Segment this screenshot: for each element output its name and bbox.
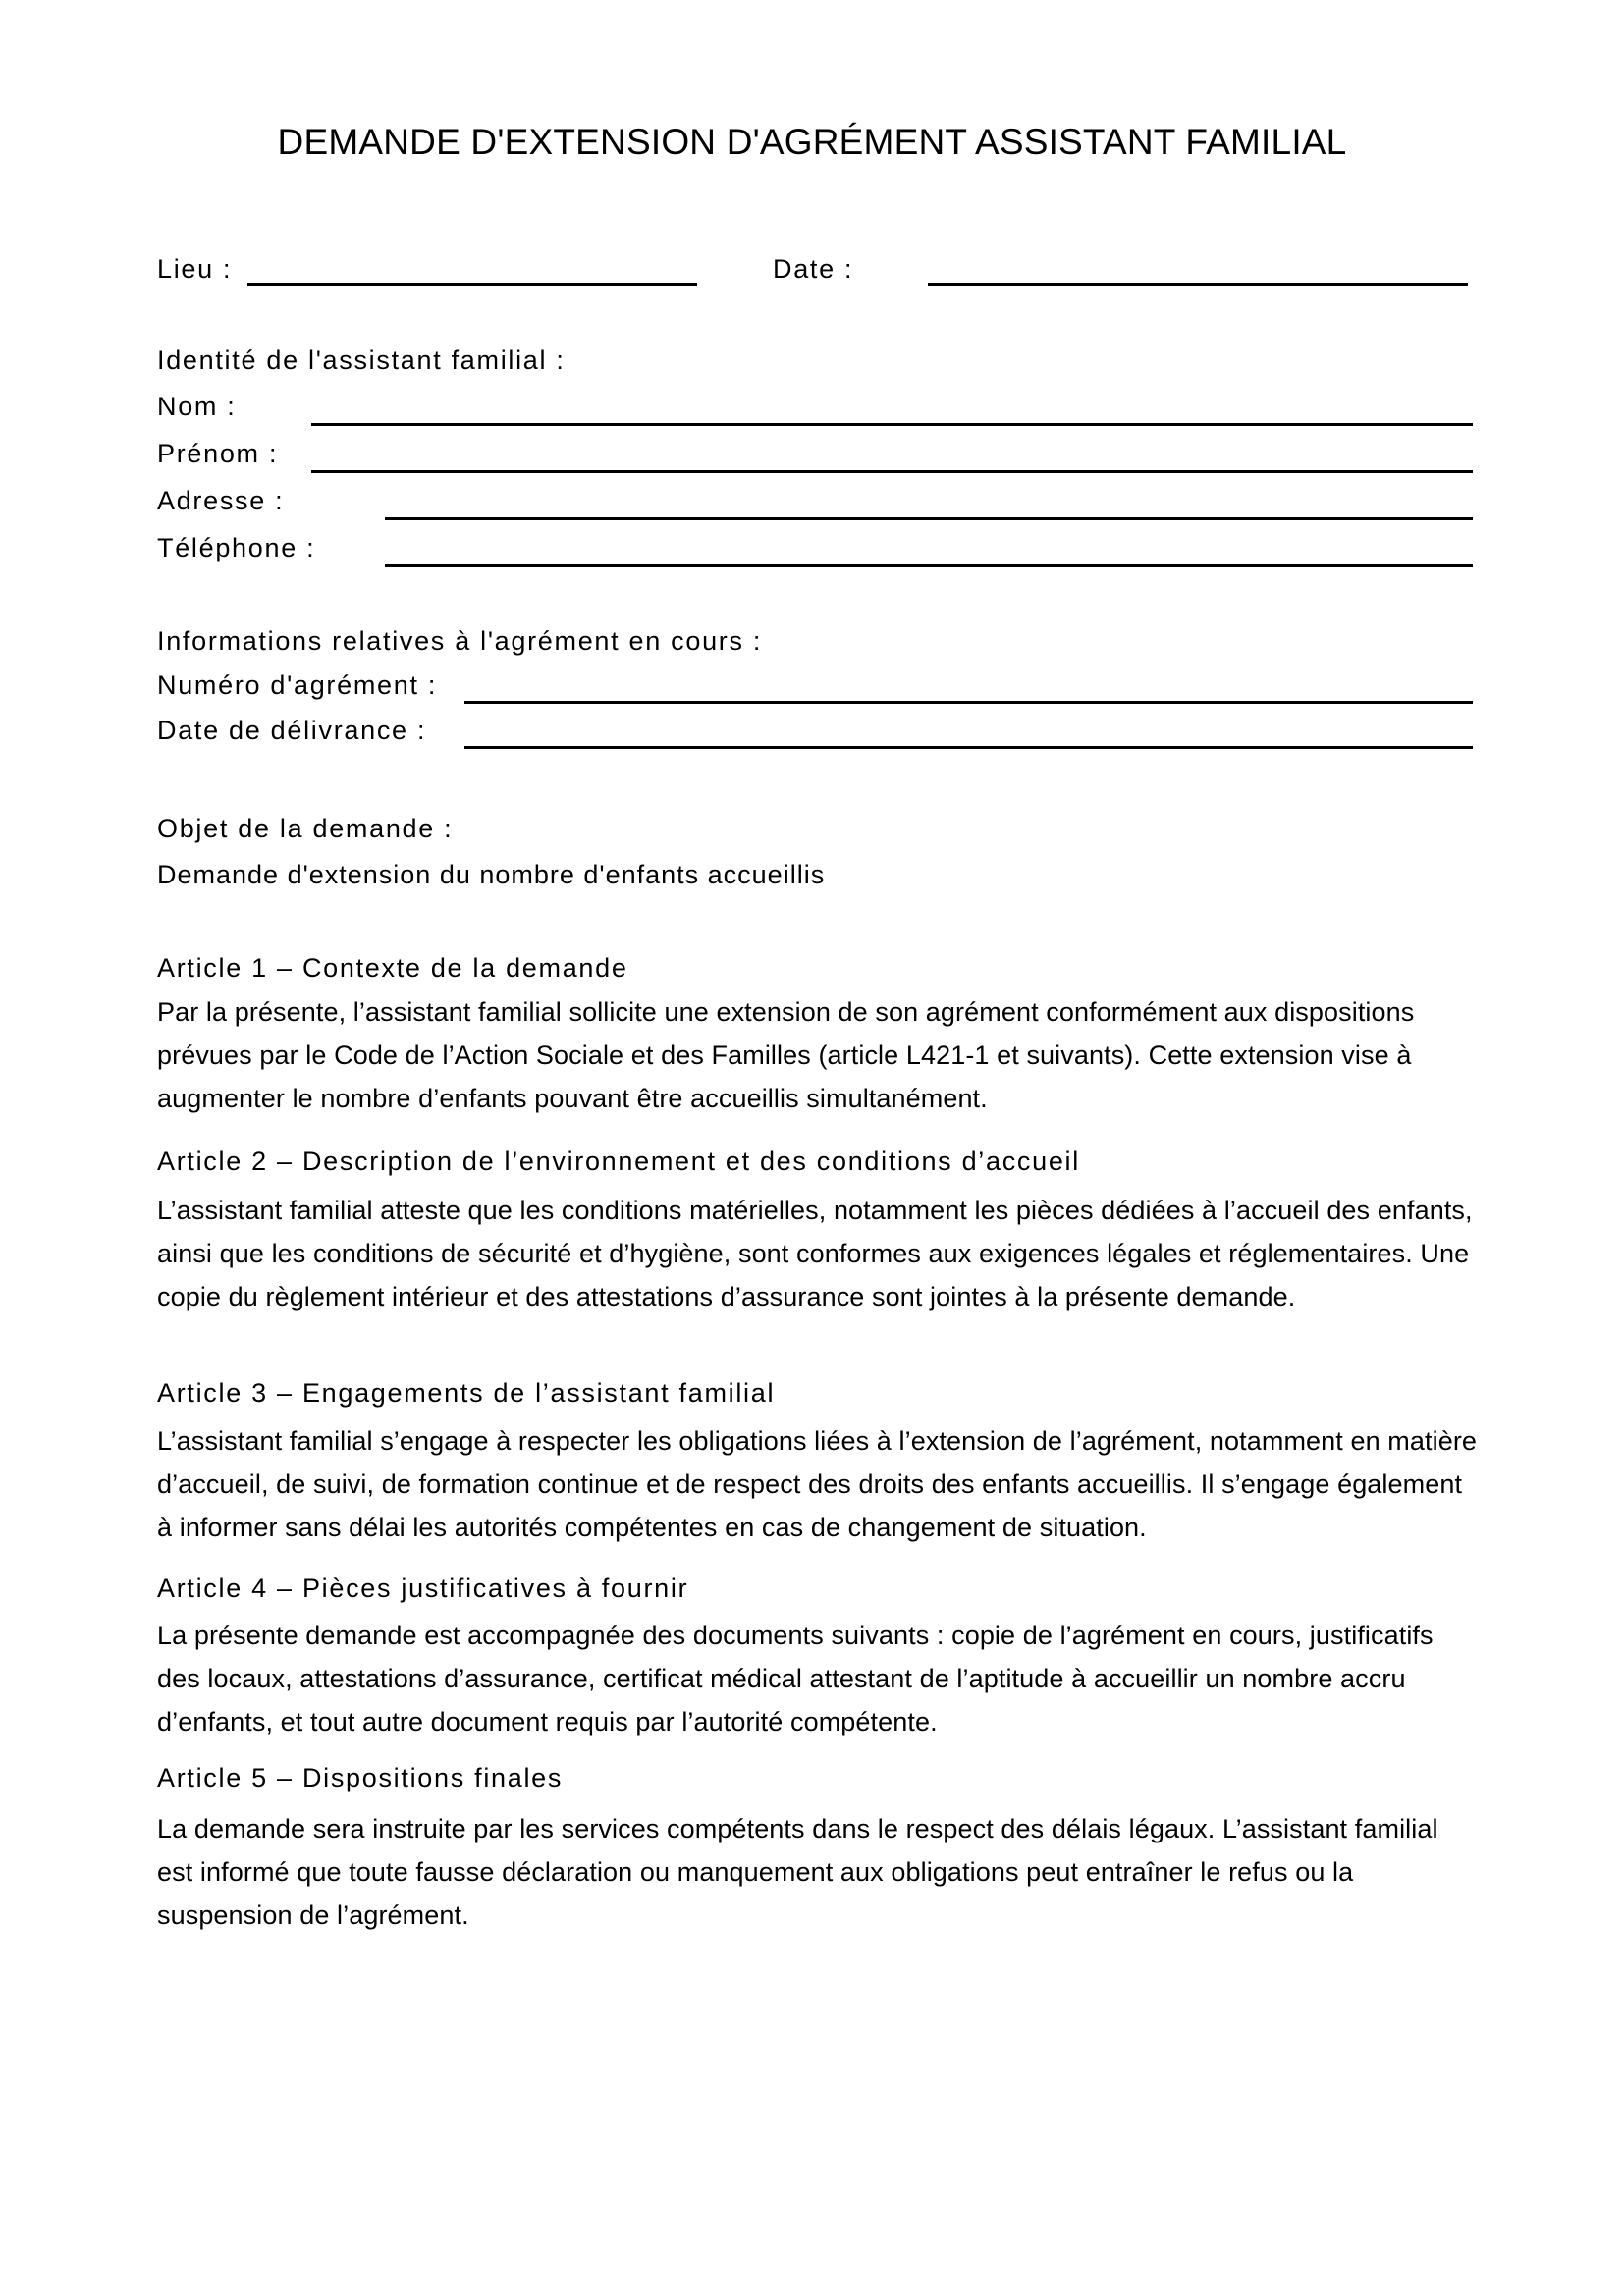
- page-title: DEMANDE D'EXTENSION D'AGRÉMENT ASSISTANT FAMILIAL: [277, 122, 1347, 162]
- numero-agrement-field-line: [464, 701, 1473, 704]
- lieu-field-line: [247, 283, 697, 286]
- article-5-heading: Article 5 – Dispositions finales: [157, 1763, 564, 1792]
- adresse-label: Adresse :: [157, 486, 285, 515]
- article-5-body: La demande sera instruite par les services compétents dans le respect des délais légaux. L’assistant familial est informé que toute fausse déclaration ou manquement aux obligations peut entraîner le refus ou la suspension de l’agrément.: [157, 1814, 1438, 1930]
- date-label: Date :: [773, 254, 854, 284]
- telephone-label: Téléphone :: [157, 533, 316, 562]
- objet-text: Demande d'extension du nombre d'enfants accueillis: [157, 860, 826, 889]
- telephone-field-line: [385, 564, 1473, 567]
- date-field-line: [928, 283, 1468, 286]
- nom-label: Nom :: [157, 392, 237, 421]
- article-2-body: L’assistant familial atteste que les conditions matérielles, notamment les pièces dédiées à l’accueil des enfants, ainsi que les conditions de sécurité et d’hygiène, sont conformes aux exigences légales et réglementaires. Une copie du règlement intérieur et des attestations d’assurance sont jointes à la présente demande.: [157, 1196, 1473, 1311]
- objet-section-heading: Objet de la demande :: [157, 814, 454, 843]
- article-4-body: La présente demande est accompagnée des documents suivants : copie de l’agrément en cours, justificatifs des locaux, attestations d’assurance, certificat médical attestant de l’aptitude à accueillir un nombre accru d’enfants, et tout autre document requis par l’autorité compétente.: [157, 1621, 1434, 1736]
- article-1-body: Par la présente, l’assistant familial sollicite une extension de son agrément conformément aux dispositions prévues par le Code de l’Action Sociale et des Familles (article L421-1 et suivants). Cette extension vise à augmenter le nombre d’enfants pouvant être accueillis simultanément.: [157, 997, 1415, 1113]
- lieu-label: Lieu :: [157, 254, 233, 284]
- nom-field-line: [311, 423, 1473, 426]
- article-2-heading: Article 2 – Description de l’environnement et des conditions d’accueil: [157, 1147, 1080, 1176]
- prenom-label: Prénom :: [157, 439, 279, 468]
- agrement-section-heading: Informations relatives à l'agrément en cours :: [157, 626, 763, 656]
- prenom-field-line: [311, 470, 1473, 473]
- numero-agrement-label: Numéro d'agrément :: [157, 670, 438, 700]
- article-1-heading: Article 1 – Contexte de la demande: [157, 953, 628, 983]
- identity-section-heading: Identité de l'assistant familial :: [157, 346, 566, 375]
- article-4-heading: Article 4 – Pièces justificatives à fournir: [157, 1574, 689, 1603]
- date-delivrance-label: Date de délivrance :: [157, 716, 427, 745]
- adresse-field-line: [385, 517, 1473, 520]
- article-3-heading: Article 3 – Engagements de l’assistant familial: [157, 1378, 776, 1408]
- article-3-body: L’assistant familial s’engage à respecter les obligations liées à l’extension de l’agrément, notamment en matière d’accueil, de suivi, de formation continue et de respect des droits des enfants accueillis. Il s’engage également à informer sans délai les autorités compétentes en cas de changement de situation.: [157, 1426, 1478, 1542]
- date-delivrance-field-line: [464, 746, 1473, 749]
